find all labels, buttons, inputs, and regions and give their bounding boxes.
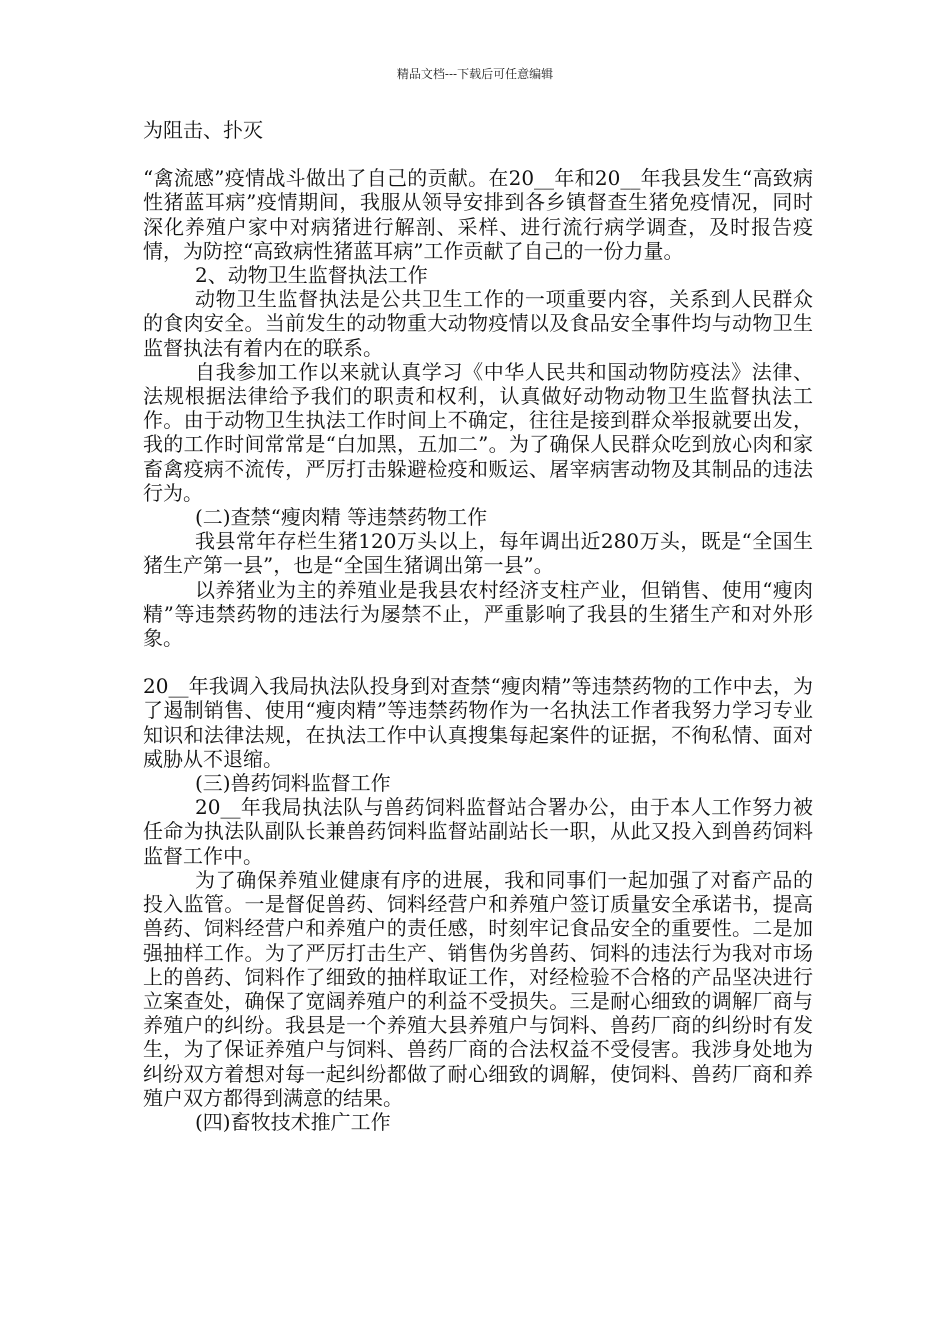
- paragraph-vet-feed-supervision: 为了确保养殖业健康有序的进展，我和同事们一起加强了对畜产品的投入监管。一是督促兽药、饲料经营户和养殖户签订质量安全承诺书，提高兽药、饲料经营户和养殖户的责任感，时刻牢记食品安全的重要性。二是加强抽样工作。为了严厉打击生产、销售伪劣兽药、饲料的违法行为我对市场上的兽药、饲料作了细致的抽样取证工作，对经检验不合格的产品坚决进行立案查处，确保了宽阔养殖户的利益不受损失。三是耐心细致的调解厂商与养殖户的纠纷。我县是一个养殖大县养殖户与饲料、兽药厂商的纠纷时有发生，为了保证养殖户与饲料、兽药厂商的合法权益不受侵害。我涉身处地为纠纷双方着想对每一起纠纷都做了耐心细致的调解，使饲料、兽药厂商和养殖户双方都得到满意的结果。: [143, 867, 813, 1110]
- subsection-heading-4: (四)畜牧技术推广工作: [195, 1109, 391, 1134]
- paragraph-clenbuterol-work: 20__年我调入我局执法队投身到对查禁“瘦肉精”等违禁药物的工作中去，为了遏制销售、使用“瘦肉精”等违禁药物作为一名执法工作者我努力学习专业知识和法律法规，在执法工作中认真搜集每起案件的证据，不徇私情、面对威胁从不退缩。: [143, 674, 813, 771]
- page-header-note: 精品文档---下载后可任意编辑: [396, 67, 554, 81]
- paragraph-pig-stats: 我县常年存栏生猪120万头以上，每年调出近280万头，既是“全国生猪生产第一县”，也是“全国生猪调出第一县”。: [143, 529, 813, 578]
- document-body: [143, 118, 813, 1134]
- paragraph-industry: 以养猪业为主的养殖业是我县农村经济支柱产业，但销售、使用“瘦肉精”等违禁药物的违法行为屡禁不止，严重影响了我县的生猪生产和对外形象。: [143, 577, 813, 651]
- subsection-heading-2: (二)查禁“瘦肉精 等违禁药物工作: [195, 505, 488, 530]
- paragraph-supervision-intro: 动物卫生监督执法是公共卫生工作的一项重要内容，关系到人民群众的食肉安全。当前发生的动物重大动物疫情以及食品安全事件均与动物卫生监督执法有着内在的联系。: [143, 287, 813, 360]
- subsection-heading-3: (三)兽药饲料监督工作: [195, 771, 391, 796]
- section-heading-2: 2、动物卫生监督执法工作: [195, 263, 428, 288]
- paragraph-bird-flu: “禽流感”疫情战斗做出了自己的贡献。在20__年和20__年我县发生“高致病性猪蓝耳病”疫情期间，我服从领导安排到各乡镇督查生猪免疫情况，同时深化养殖户家中对病猪进行解剖、采样、进行流行病学调查，及时报告疫情，为防控“高致病性猪蓝耳病”工作贡献了自己的一份力量。: [143, 166, 813, 263]
- paragraph-vet-feed-appointment: 20__年我局执法队与兽药饲料监督站合署办公，由于本人工作努力被任命为执法队副队长兼兽药饲料监督站副站长一职，从此又投入到兽药饲料监督工作中。: [143, 795, 813, 868]
- paragraph-supervision-work: 自我参加工作以来就认真学习《中华人民共和国动物防疫法》法律、法规根据法律给予我们的职责和权利，认真做好动物动物卫生监督执法工作。由于动物卫生执法工作时间上不确定，往往是接到群众举报就要出发，我的工作时间常常是“白加黑，五加二”。为了确保人民群众吃到放心肉和家畜禽疫病不流传，严厉打击躲避检疫和贩运、屠宰病害动物及其制品的违法行为。: [143, 359, 813, 505]
- paragraph-opening-fragment: 为阻击、扑灭: [143, 118, 263, 142]
